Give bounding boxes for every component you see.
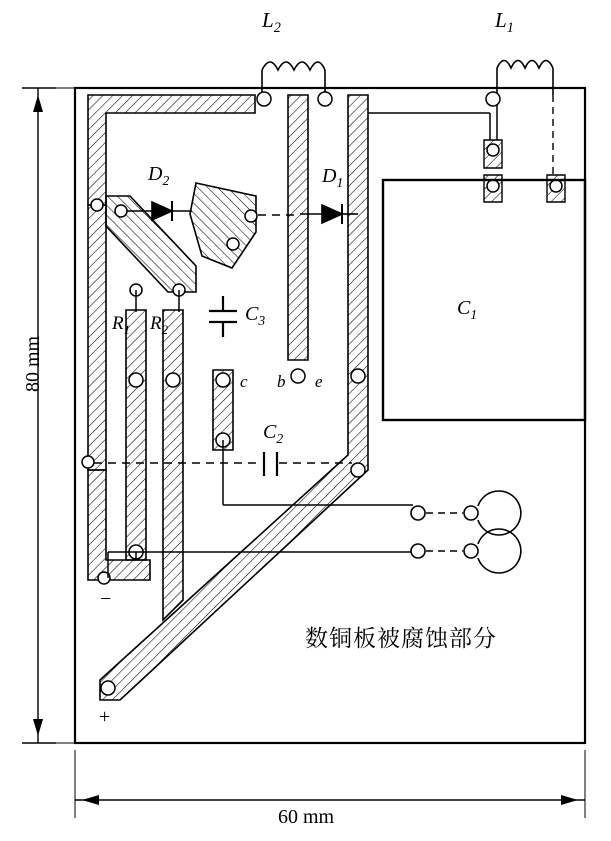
dashed-net-output: [426, 513, 463, 551]
label-D2: $D_2$: [148, 163, 170, 188]
label-D1: $D_1$: [322, 165, 344, 190]
label-R1: $R_1$: [112, 313, 131, 337]
annotation-etched-copper-area: 数铜板被腐蚀部分: [305, 626, 497, 652]
label-terminal-b: b: [277, 372, 286, 391]
capacitor-C2-symbol: [264, 452, 277, 476]
label-polarity-negative: −: [100, 588, 112, 610]
label-L2: $L_2$: [262, 8, 281, 37]
copper-track-R1: [126, 310, 146, 560]
label-terminal-e: e: [315, 372, 323, 391]
label-C3: $C_3$: [245, 303, 266, 328]
capacitor-C1-body: [383, 180, 585, 420]
capacitor-C3-symbol: [209, 296, 237, 337]
copper-track-R2: [163, 310, 183, 620]
dimension-height: [22, 88, 75, 743]
inductor-L2: [262, 62, 325, 95]
copper-track-center-b: [288, 95, 308, 360]
label-C1: $C_1$: [457, 297, 478, 322]
label-terminal-c: c: [240, 372, 248, 391]
label-L1: $L_1$: [495, 8, 514, 37]
copper-track-top: [88, 95, 255, 205]
output-terminals: [411, 491, 521, 573]
inductor-L1: [497, 61, 553, 96]
label-R2: $R_2$: [150, 313, 169, 337]
copper-region-triangle: [190, 183, 256, 268]
label-C2: $C_2$: [263, 421, 284, 446]
dimension-height-label: 80 mm: [22, 335, 44, 392]
label-polarity-positive: +: [99, 706, 111, 728]
dimension-width-label: 60 mm: [278, 806, 335, 828]
